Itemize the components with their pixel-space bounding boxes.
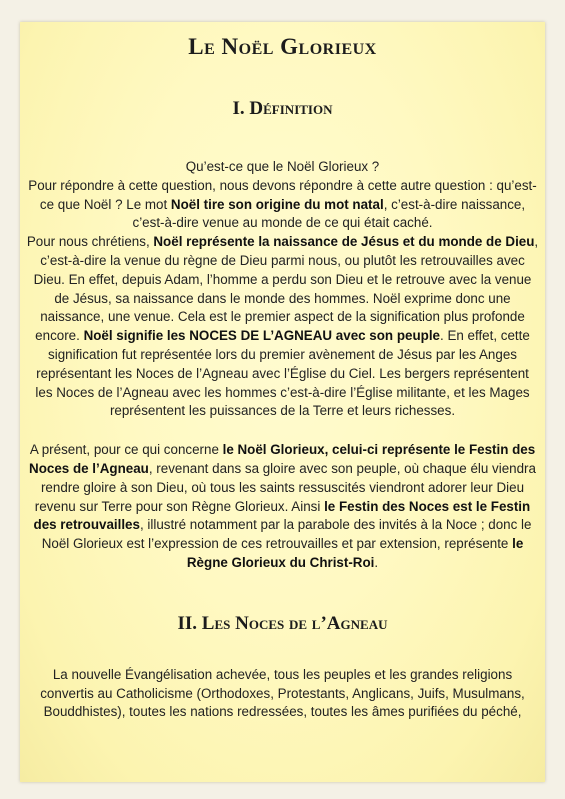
bold-text-run: Noël signifie les NOCES DE L’AGNEAU avec son peuple <box>83 328 440 344</box>
text-run: Qu’est-ce que le Noël Glorieux ? <box>185 159 380 174</box>
text-run: Pour répondre à cette question, nous devons répondre à cette autre question : qu’est-ce que Noël ? Le mot <box>28 177 537 212</box>
text-run: A présent, pour ce qui concerne <box>29 442 223 458</box>
text-run: . En effet, cette signification fut représentée lors du premier avènement de Jésus par les Anges représentant les Noces de l’Agneau avec l’Église du Ciel. Les bergers représentent les Noces de l’Agneau avec les hommes c’est-à-dire l’Église militante, et les Mages représentent les puissances de la Terre et leurs richesses. <box>35 328 530 419</box>
bold-text-run: Noël tire son origine du mot natal <box>170 196 384 212</box>
paragraph <box>26 441 539 573</box>
text-run: , illustré notamment par la parabole des invités à la Noce ; donc le Noël Glorieux est l’expression de ces retrouvailles et par extension, représente <box>41 517 532 552</box>
section-heading-definition: I. Définition <box>232 98 333 119</box>
bold-text-run: le Festin des Noces est le Festin des retrouvailles <box>33 498 531 533</box>
paragraph <box>26 158 539 421</box>
section-heading-noces: II. Les Noces de l’Agneau <box>177 612 388 634</box>
text-run: , c’est-à-dire naissance, c’est-à-dire venue au monde de ce qui était caché. <box>132 196 526 231</box>
text-run: La nouvelle Évangélisation achevée, tous les peuples et les grandes religions convertis au Catholicisme (Orthodoxes, Protestants, Anglicans, Juifs, Musulmans, Bouddhistes), toutes les nations redressées, toutes les âmes purifiées du péché, <box>40 666 525 720</box>
bold-text-run: Noël représente la naissance de Jésus et du monde de Dieu <box>153 234 535 250</box>
text-run: Pour nous chrétiens, <box>26 234 154 250</box>
text-run: , revenant dans sa gloire avec son peuple, où chaque élu viendra rendre gloire à son Dieu, où tous les saints ressuscités viendront adorer leur Dieu revenu sur Terre pour son Règne Glorieux. Ainsi <box>34 460 536 514</box>
bold-text-run: le Règne Glorieux du Christ-Roi <box>186 536 524 570</box>
paragraph <box>26 666 539 722</box>
bold-text-run: le Noël Glorieux, celui-ci représente le Festin des Noces de l’Agneau <box>29 442 536 476</box>
text-run: , c’est-à-dire la venue du règne de Dieu parmi nous, ou plutôt les retrouvailles avec Dieu. En effet, depuis Adam, l’homme a perdu son Dieu et le retrouve avec la venue de Jésus, sa naissance dans le monde des hommes. Noël exprime donc une naissance, une venue. Cela est le premier aspect de la signification plus profonde encore. <box>33 234 539 344</box>
document-page <box>20 22 545 782</box>
text-run: . <box>374 554 379 570</box>
document-title: Le Noël Glorieux <box>188 34 377 59</box>
